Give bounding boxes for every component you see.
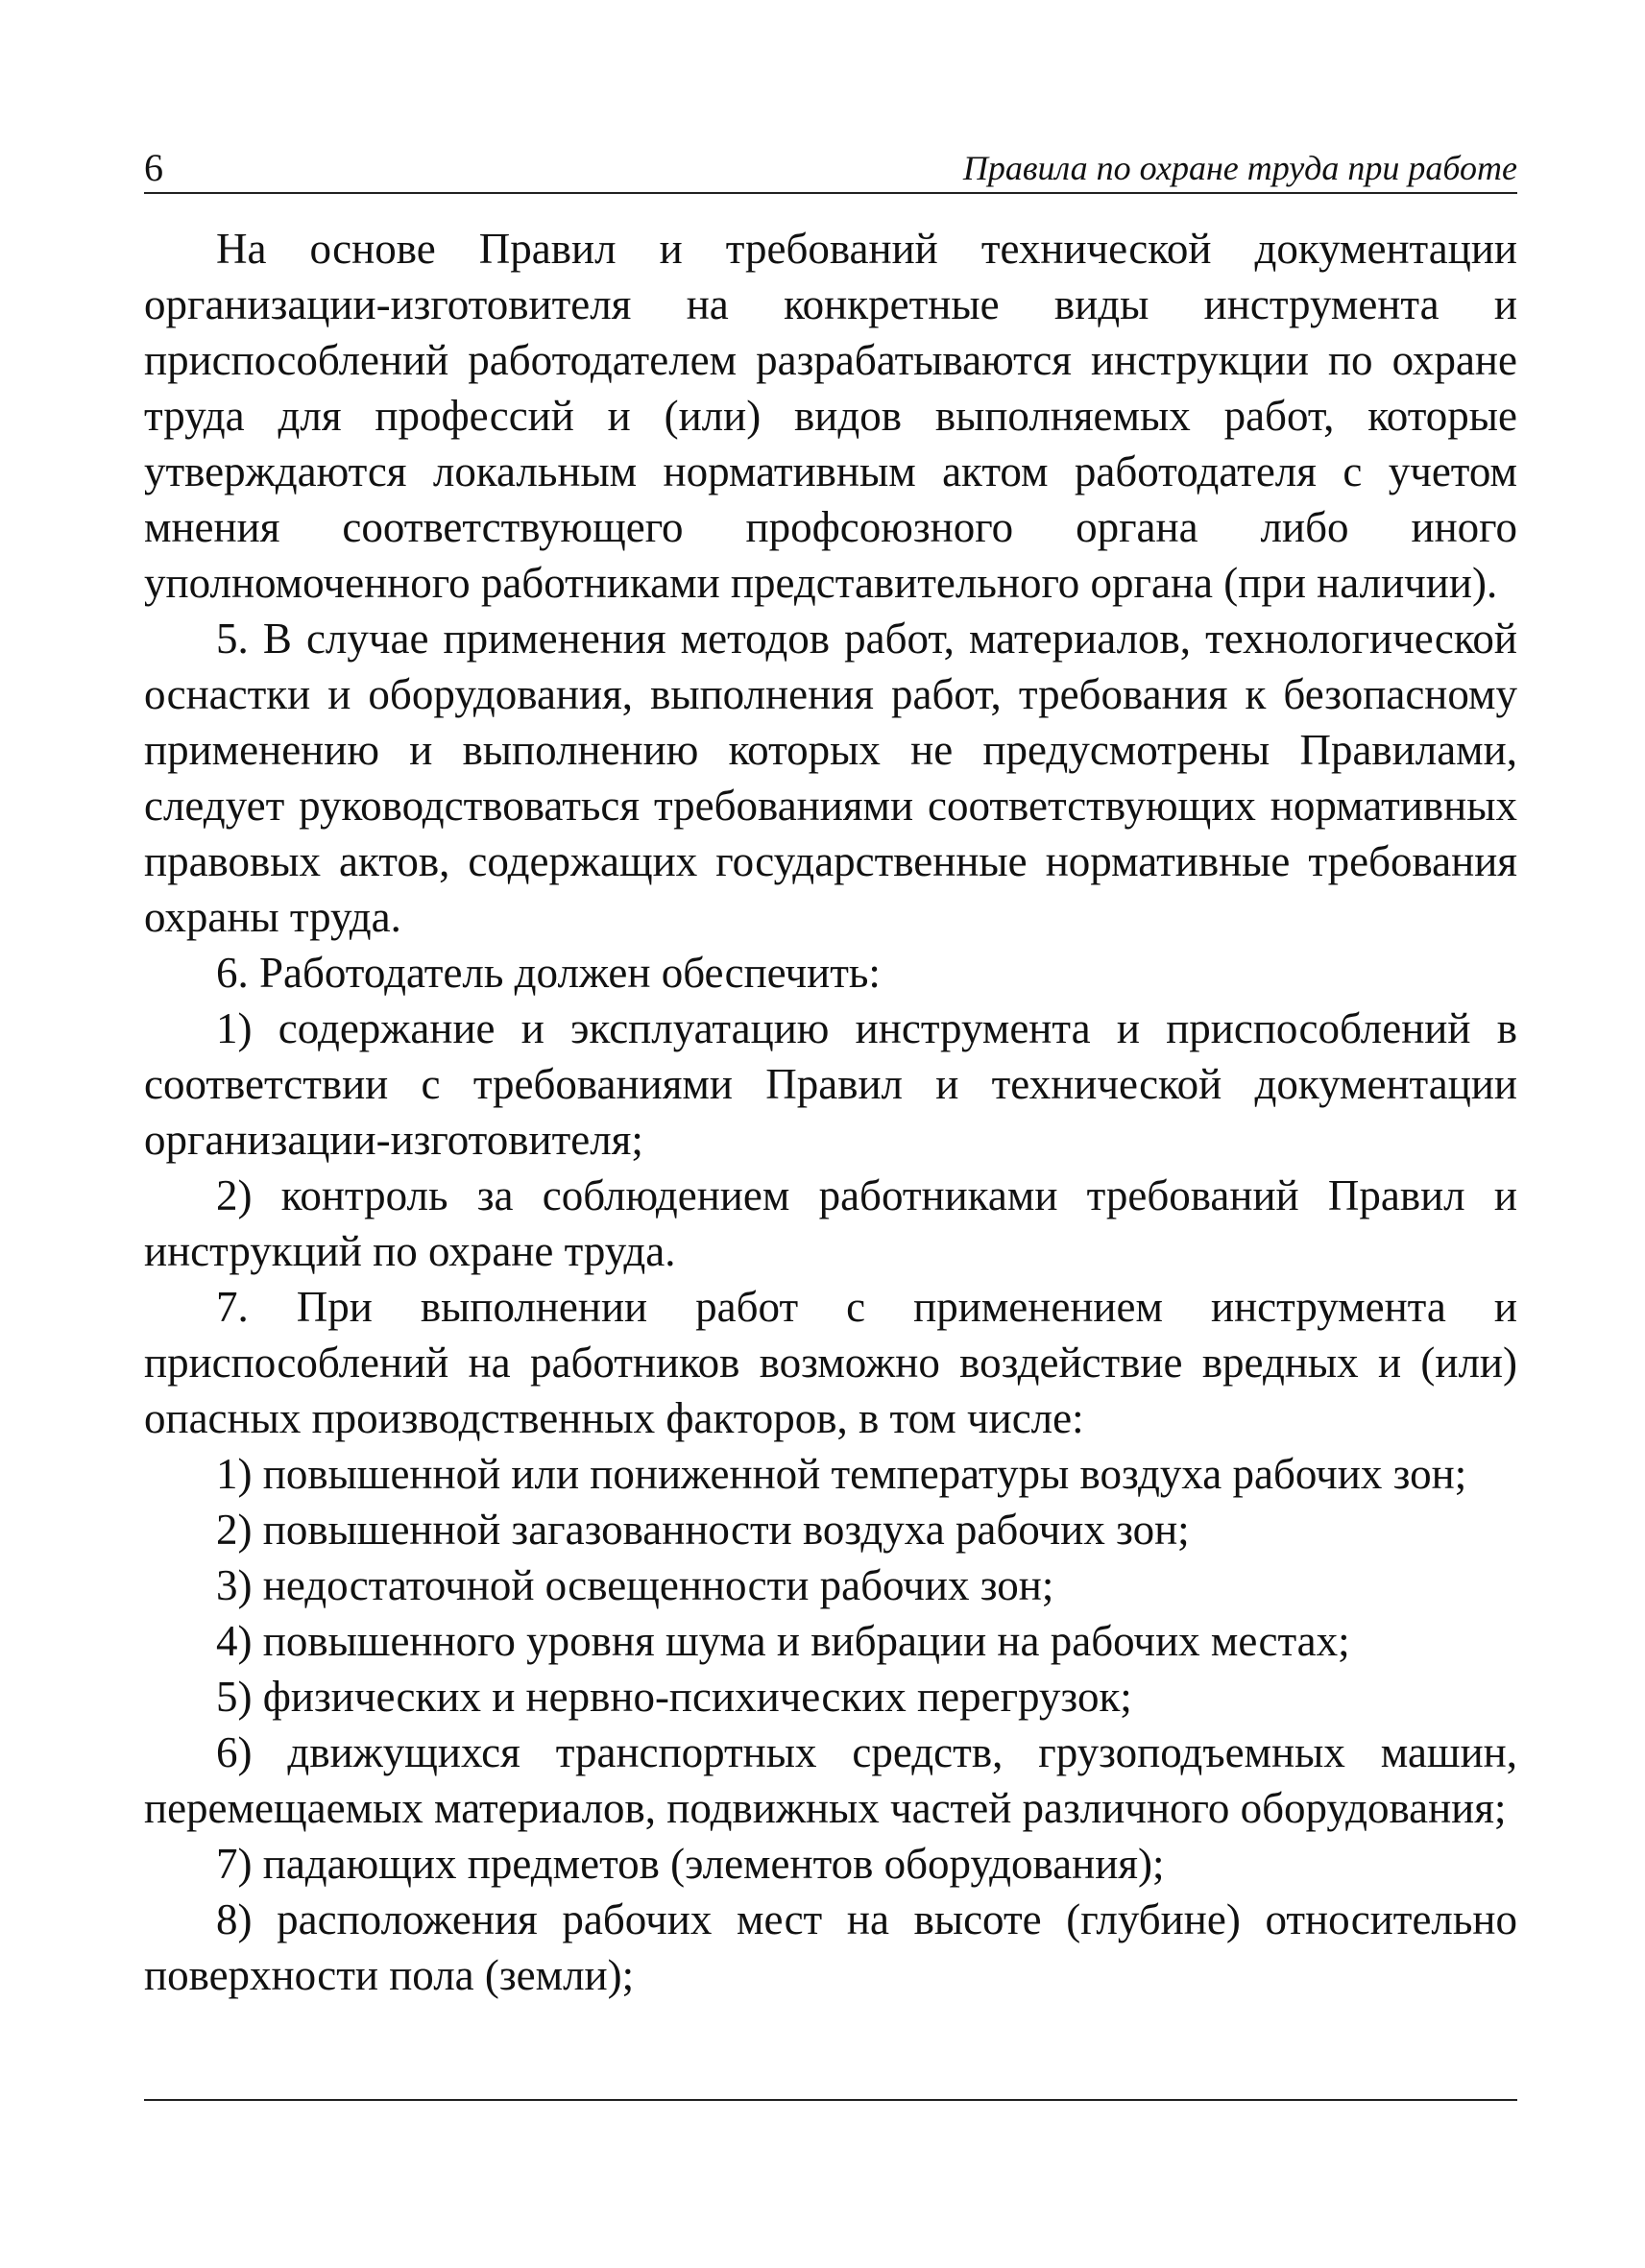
list-item: 6) движущихся транспортных средств, грузоподъемных машин, перемещаемых материалов, подвижных частей различного оборудования; xyxy=(144,1728,1517,1832)
list-item: 1) повышенной или пониженной температуры воздуха рабочих зон; xyxy=(216,1450,1467,1498)
list-item: 4) повышенного уровня шума и вибрации на рабочих местах; xyxy=(216,1617,1350,1665)
page-header xyxy=(144,144,1517,194)
list-item: 2) контроль за соблюдением работниками требований Правил и инструкций по охране труда. xyxy=(144,1171,1517,1275)
paragraph: На основе Правил и требований технической документации организации-изготовителя на конкретные виды инструмента и приспособлений работодателем разрабатываются инструкции по охране труда для профессий и (или) видов выполняемых работ, которые утверждаются локальным нормативным актом работодателя с учетом мнения соответствующего профсоюзного органа либо иного уполномоченного работниками представительного органа (при наличии). xyxy=(144,225,1517,607)
page-number: 6 xyxy=(144,146,163,189)
paragraph: 7. При выполнении работ с применением инструмента и приспособлений на работников возможно воздействие вредных и (или) опасных производственных факторов, в том числе: xyxy=(144,1283,1517,1442)
list-item: 3) недостаточной освещенности рабочих зон; xyxy=(216,1561,1054,1609)
list-item: 7) падающих предметов (элементов оборудования); xyxy=(216,1840,1165,1888)
list-item: 8) расположения рабочих мест на высоте (глубине) относительно поверхности пола (земли); xyxy=(144,1895,1517,1999)
body-text xyxy=(144,221,1517,2003)
paragraph: 5. В случае применения методов работ, материалов, технологической оснастки и оборудования, выполнения работ, требования к безопасному применению и выполнению которых не предусмотрены Правилами, следует руководствоваться требованиями соответствующих нормативных правовых актов, содержащих государственные нормативные требования охраны труда. xyxy=(144,615,1517,941)
list-item: 2) повышенной загазованности воздуха рабочих зон; xyxy=(216,1506,1190,1554)
bottom-divider xyxy=(144,2099,1517,2101)
list-item: 1) содержание и эксплуатацию инструмента и приспособлений в соответствии с требованиями Правил и технической документации организации-изготовителя; xyxy=(144,1004,1517,1164)
list-item: 5) физических и нервно-психических перегрузок; xyxy=(216,1673,1132,1721)
running-title: Правила по охране труда при работе xyxy=(962,149,1517,187)
paragraph: 6. Работодатель должен обеспечить: xyxy=(216,949,881,997)
